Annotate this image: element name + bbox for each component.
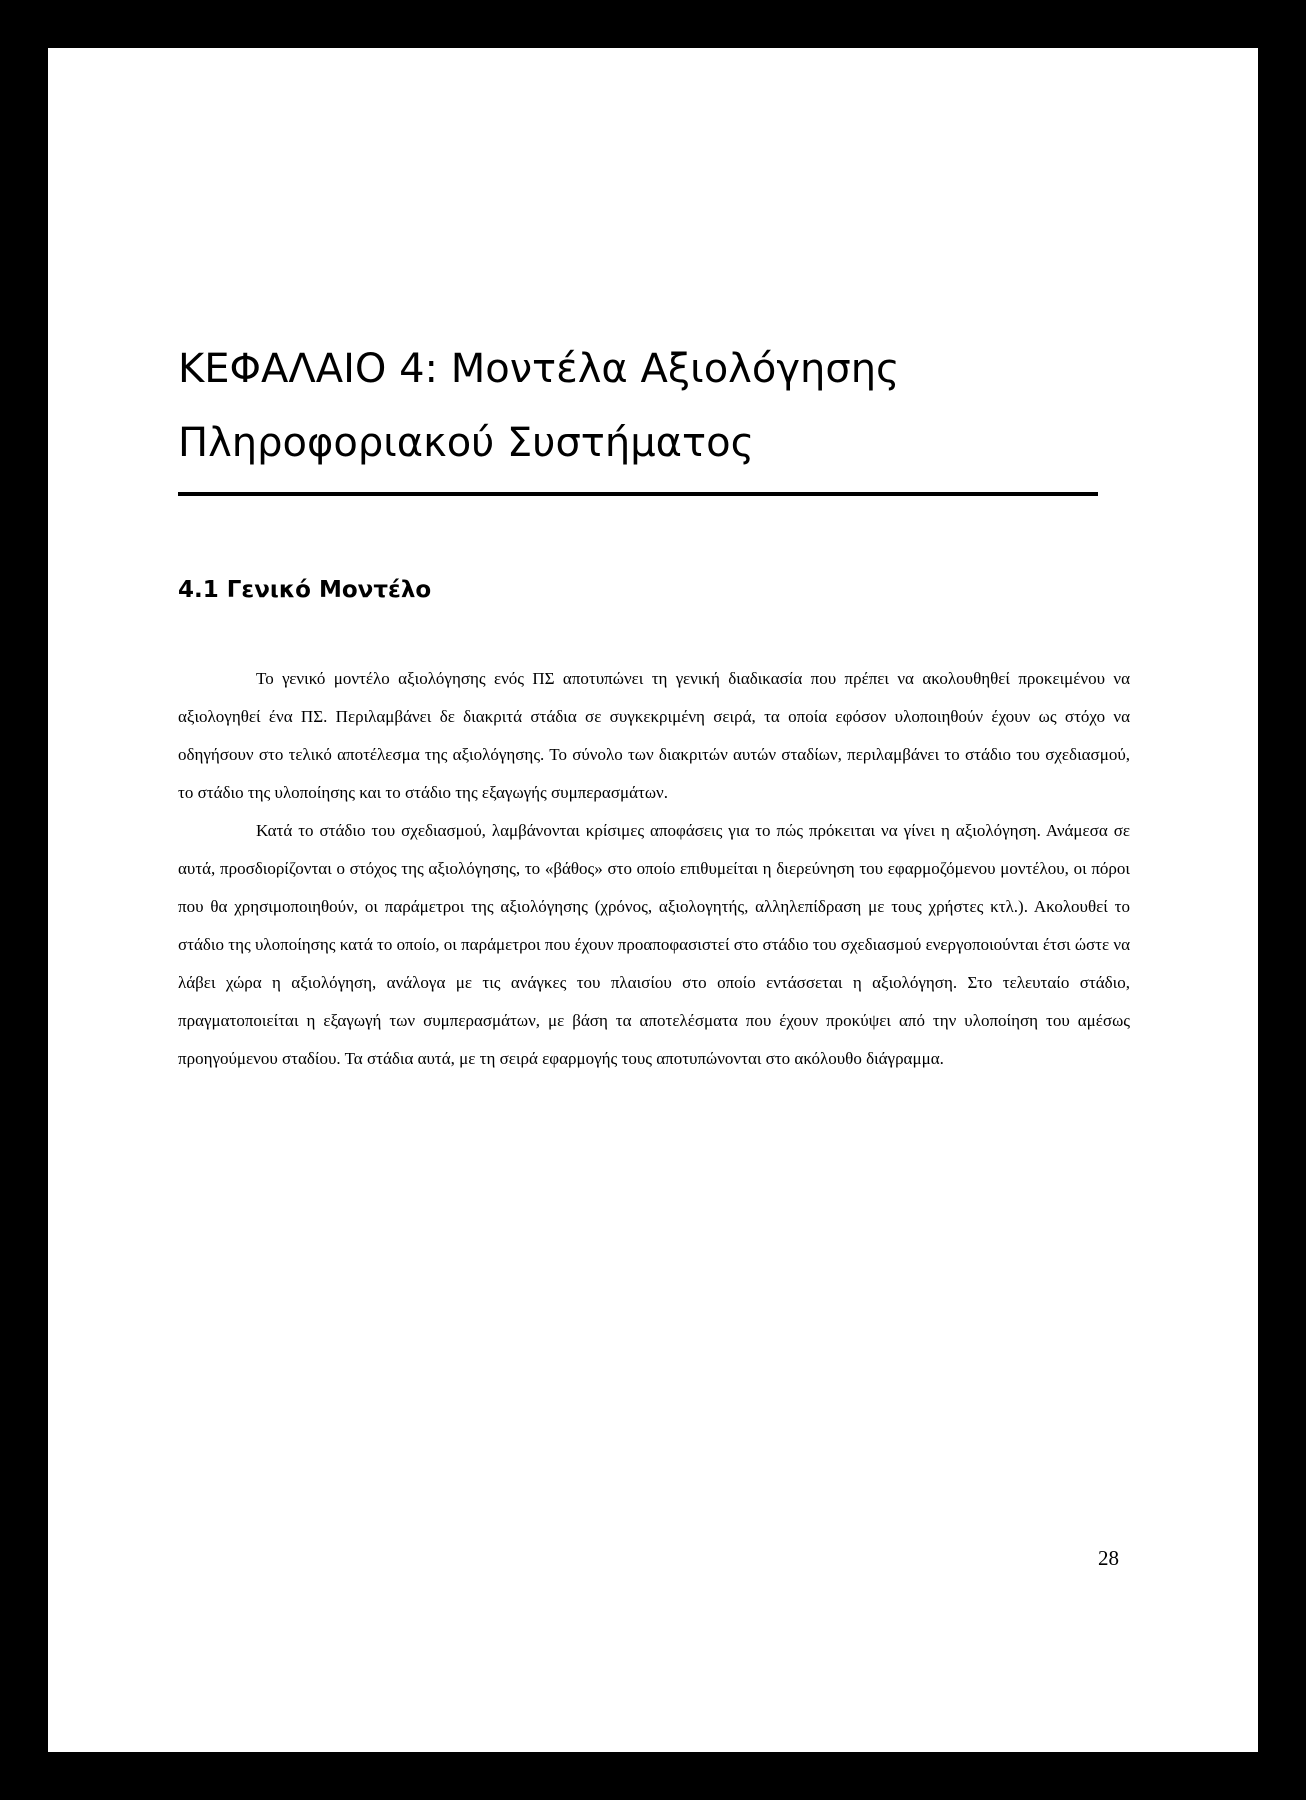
chapter-title-line-2: Πληροφοριακού Συστήματος	[178, 420, 755, 466]
section-body	[178, 660, 1130, 1078]
page-number: 28	[1098, 1546, 1119, 1570]
paragraph-2: Κατά το στάδιο του σχεδιασμού, λαμβάνονται κρίσιμες αποφάσεις για το πώς πρόκειται να γίνει η αξιολόγηση. Ανάμεσα σε αυτά, προσδιορίζονται ο στόχος της αξιολόγησης, το «βάθος» στο οποίο επιθυμείται η διερεύνηση του εφαρμοζόμενου μοντέλου, οι πόροι που θα χρησιμοποιηθούν, οι παράμετροι της αξιολόγησης (χρόνος, αξιολογητής, αλληλεπίδραση με τους χρήστες κτλ.). Ακολουθεί το στάδιο της υλοποίησης κατά το οποίο, οι παράμετροι που έχουν προαποφασιστεί στο στάδιο του σχεδιασμού ενεργοποιούνται έτσι ώστε να λάβει χώρα η αξιολόγηση, ανάλογα με τις ανάγκες του πλαισίου στο οποίο εντάσσεται η αξιολόγηση. Στο τελευταίο στάδιο, πραγματοποιείται η εξαγωγή των συμπερασμάτων, με βάση τα αποτελέσματα που έχουν προκύψει από την υλοποίηση του αμέσως προηγούμενου σταδίου. Τα στάδια αυτά, με τη σειρά εφαρμογής τους αποτυπώνονται στο ακόλουθο διάγραμμα.	[178, 821, 1130, 1068]
chapter-title-line-1: ΚΕΦΑΛΑΙΟ 4: Μοντέλα Αξιολόγησης	[178, 346, 900, 392]
paragraph-1: Το γενικό μοντέλο αξιολόγησης ενός ΠΣ αποτυπώνει τη γενική διαδικασία που πρέπει να ακολουθηθεί προκειμένου να αξιολογηθεί ένα ΠΣ. Περιλαμβάνει δε διακριτά στάδια σε συγκεκριμένη σειρά, τα οποία εφόσον υλοποιηθούν έχουν ως στόχο να οδηγήσουν στο τελικό αποτέλεσμα της αξιολόγησης. Το σύνολο των διακριτών αυτών σταδίων, περιλαμβάνει το στάδιο του σχεδιασμού, το στάδιο της υλοποίησης και το στάδιο της εξαγωγής συμπερασμάτων.	[178, 669, 1130, 802]
document-page	[48, 48, 1258, 1752]
chapter-divider	[178, 492, 1098, 496]
chapter-title	[178, 332, 1138, 480]
section-heading: 4.1 Γενικό Μοντέλο	[178, 577, 432, 603]
